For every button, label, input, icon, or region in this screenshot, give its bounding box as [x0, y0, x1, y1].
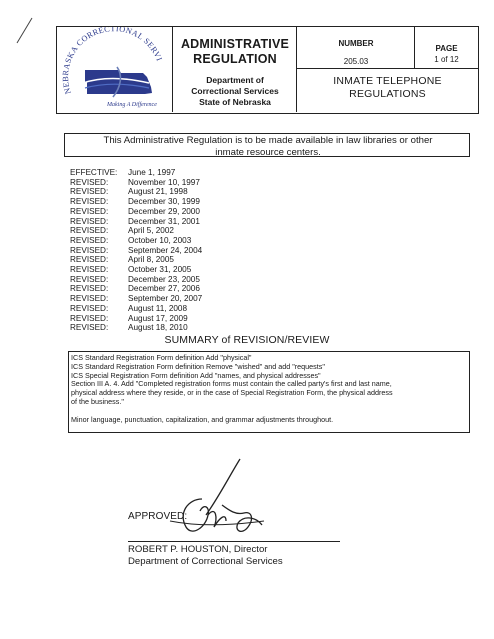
date-label: REVISED: [70, 255, 109, 265]
regulation-title-line-1: ADMINISTRATIVE [180, 37, 290, 51]
date-label: REVISED: [70, 303, 109, 313]
number-label: NUMBER [338, 39, 374, 48]
date-row [70, 197, 290, 207]
date-value: August 18, 2010 [128, 323, 188, 333]
summary-line: ICS Special Registration Form definition Add "names, and physical addresses" [71, 370, 321, 380]
date-label: EFFECTIVE: [70, 168, 118, 177]
date-label: REVISED: [70, 245, 109, 255]
date-label: REVISED: [70, 197, 109, 207]
notice-line-2: inmate resource centers. [215, 146, 321, 158]
approved-label: APPROVED: [128, 511, 188, 522]
date-row [70, 314, 290, 324]
logo-cell [57, 27, 173, 112]
regulation-header [56, 26, 479, 114]
date-value: November 10, 1997 [128, 177, 200, 187]
number-value: 205.03 [343, 57, 369, 66]
date-value: June 1, 1997 [128, 168, 176, 177]
approver-name: ROBERT P. HOUSTON, Director [128, 544, 268, 555]
date-label: REVISED: [70, 177, 109, 187]
summary-line: ICS Standard Registration Form definition Add "physical" [71, 353, 252, 362]
date-row [70, 187, 290, 197]
date-label: REVISED: [70, 226, 109, 236]
date-value: December 27, 2006 [128, 284, 200, 294]
date-label: REVISED: [70, 274, 109, 284]
handwritten-signature [160, 455, 270, 545]
date-value: September 20, 2007 [128, 294, 203, 304]
department-line-2: Correctional Services [191, 86, 279, 96]
summary-line: physical address where they reside, or in the case of Special Registration Form, the physical address [71, 388, 393, 398]
date-value: April 8, 2005 [128, 255, 174, 265]
date-row [70, 178, 290, 188]
date-value: April 5, 2002 [128, 226, 174, 236]
page-cell [415, 27, 478, 69]
summary-box [68, 351, 470, 433]
notice-line-1: This Administrative Regulation is to be made available in law libraries or other [103, 135, 433, 146]
date-label: REVISED: [70, 235, 109, 245]
summary-line: Minor language, punctuation, capitalization, and grammar adjustments throughout. [71, 414, 334, 424]
date-value: October 10, 2003 [128, 235, 192, 245]
date-value: August 17, 2009 [128, 313, 188, 323]
date-value: December 23, 2005 [128, 274, 200, 284]
regulation-title-line-2: REGULATION [193, 52, 277, 66]
date-row [70, 168, 290, 178]
summary-line: Section III A. 4. Add "Completed registration forms must contain the called party's first and last name, [71, 379, 392, 389]
availability-notice [64, 133, 470, 157]
approver-department: Department of Correctional Services [128, 556, 283, 567]
date-value: December 30, 1999 [128, 197, 200, 207]
date-value: October 31, 2005 [128, 265, 192, 274]
nebraska-correctional-services-logo [57, 27, 171, 112]
department-subtitle [173, 75, 297, 108]
subject-line-2: REGULATIONS [349, 88, 426, 100]
date-row [70, 304, 290, 314]
date-label: REVISED: [70, 323, 109, 333]
date-value: August 11, 2008 [128, 303, 188, 313]
summary-heading: SUMMARY of REVISION/REVIEW [164, 334, 330, 346]
date-label: REVISED: [70, 313, 109, 323]
regulation-subject [297, 75, 478, 101]
date-value: December 29, 2000 [128, 206, 200, 216]
department-line-3: State of Nebraska [199, 97, 271, 107]
pen-mark [14, 16, 34, 46]
date-label: REVISED: [70, 265, 109, 274]
regulation-title [173, 37, 297, 67]
date-row [70, 226, 290, 236]
date-row [70, 217, 290, 227]
logo-tagline: Making A Difference [107, 102, 157, 108]
date-row [70, 236, 290, 246]
title-cell [173, 27, 297, 112]
date-row [70, 207, 290, 217]
summary-line: of the business." [71, 397, 124, 406]
date-value: September 24, 2004 [128, 245, 203, 255]
notice-text [65, 135, 471, 158]
date-label: REVISED: [70, 284, 109, 294]
subject-cell [297, 69, 478, 112]
page-value: 1 of 12 [434, 55, 459, 64]
department-line-1: Department of [206, 75, 264, 85]
date-row [70, 284, 290, 294]
date-value: August 21, 1998 [128, 187, 188, 197]
date-row [70, 323, 290, 333]
date-label: REVISED: [70, 187, 109, 197]
logo-arc-text: NEBRASKA CORRECTIONAL SERVI [61, 27, 164, 96]
date-row [70, 265, 290, 275]
summary-line: ICS Standard Registration Form definition Remove "wished" and add "requests" [71, 361, 325, 371]
date-row [70, 294, 290, 304]
date-row [70, 275, 290, 285]
date-row [70, 255, 290, 265]
date-value: December 31, 2001 [128, 216, 200, 226]
number-cell [297, 27, 415, 69]
signature-line [128, 541, 340, 542]
date-row [70, 246, 290, 256]
date-label: REVISED: [70, 206, 109, 216]
page-label: PAGE [435, 44, 458, 53]
date-label: REVISED: [70, 216, 109, 226]
date-label: REVISED: [70, 294, 109, 304]
subject-line-1: INMATE TELEPHONE [333, 75, 442, 87]
